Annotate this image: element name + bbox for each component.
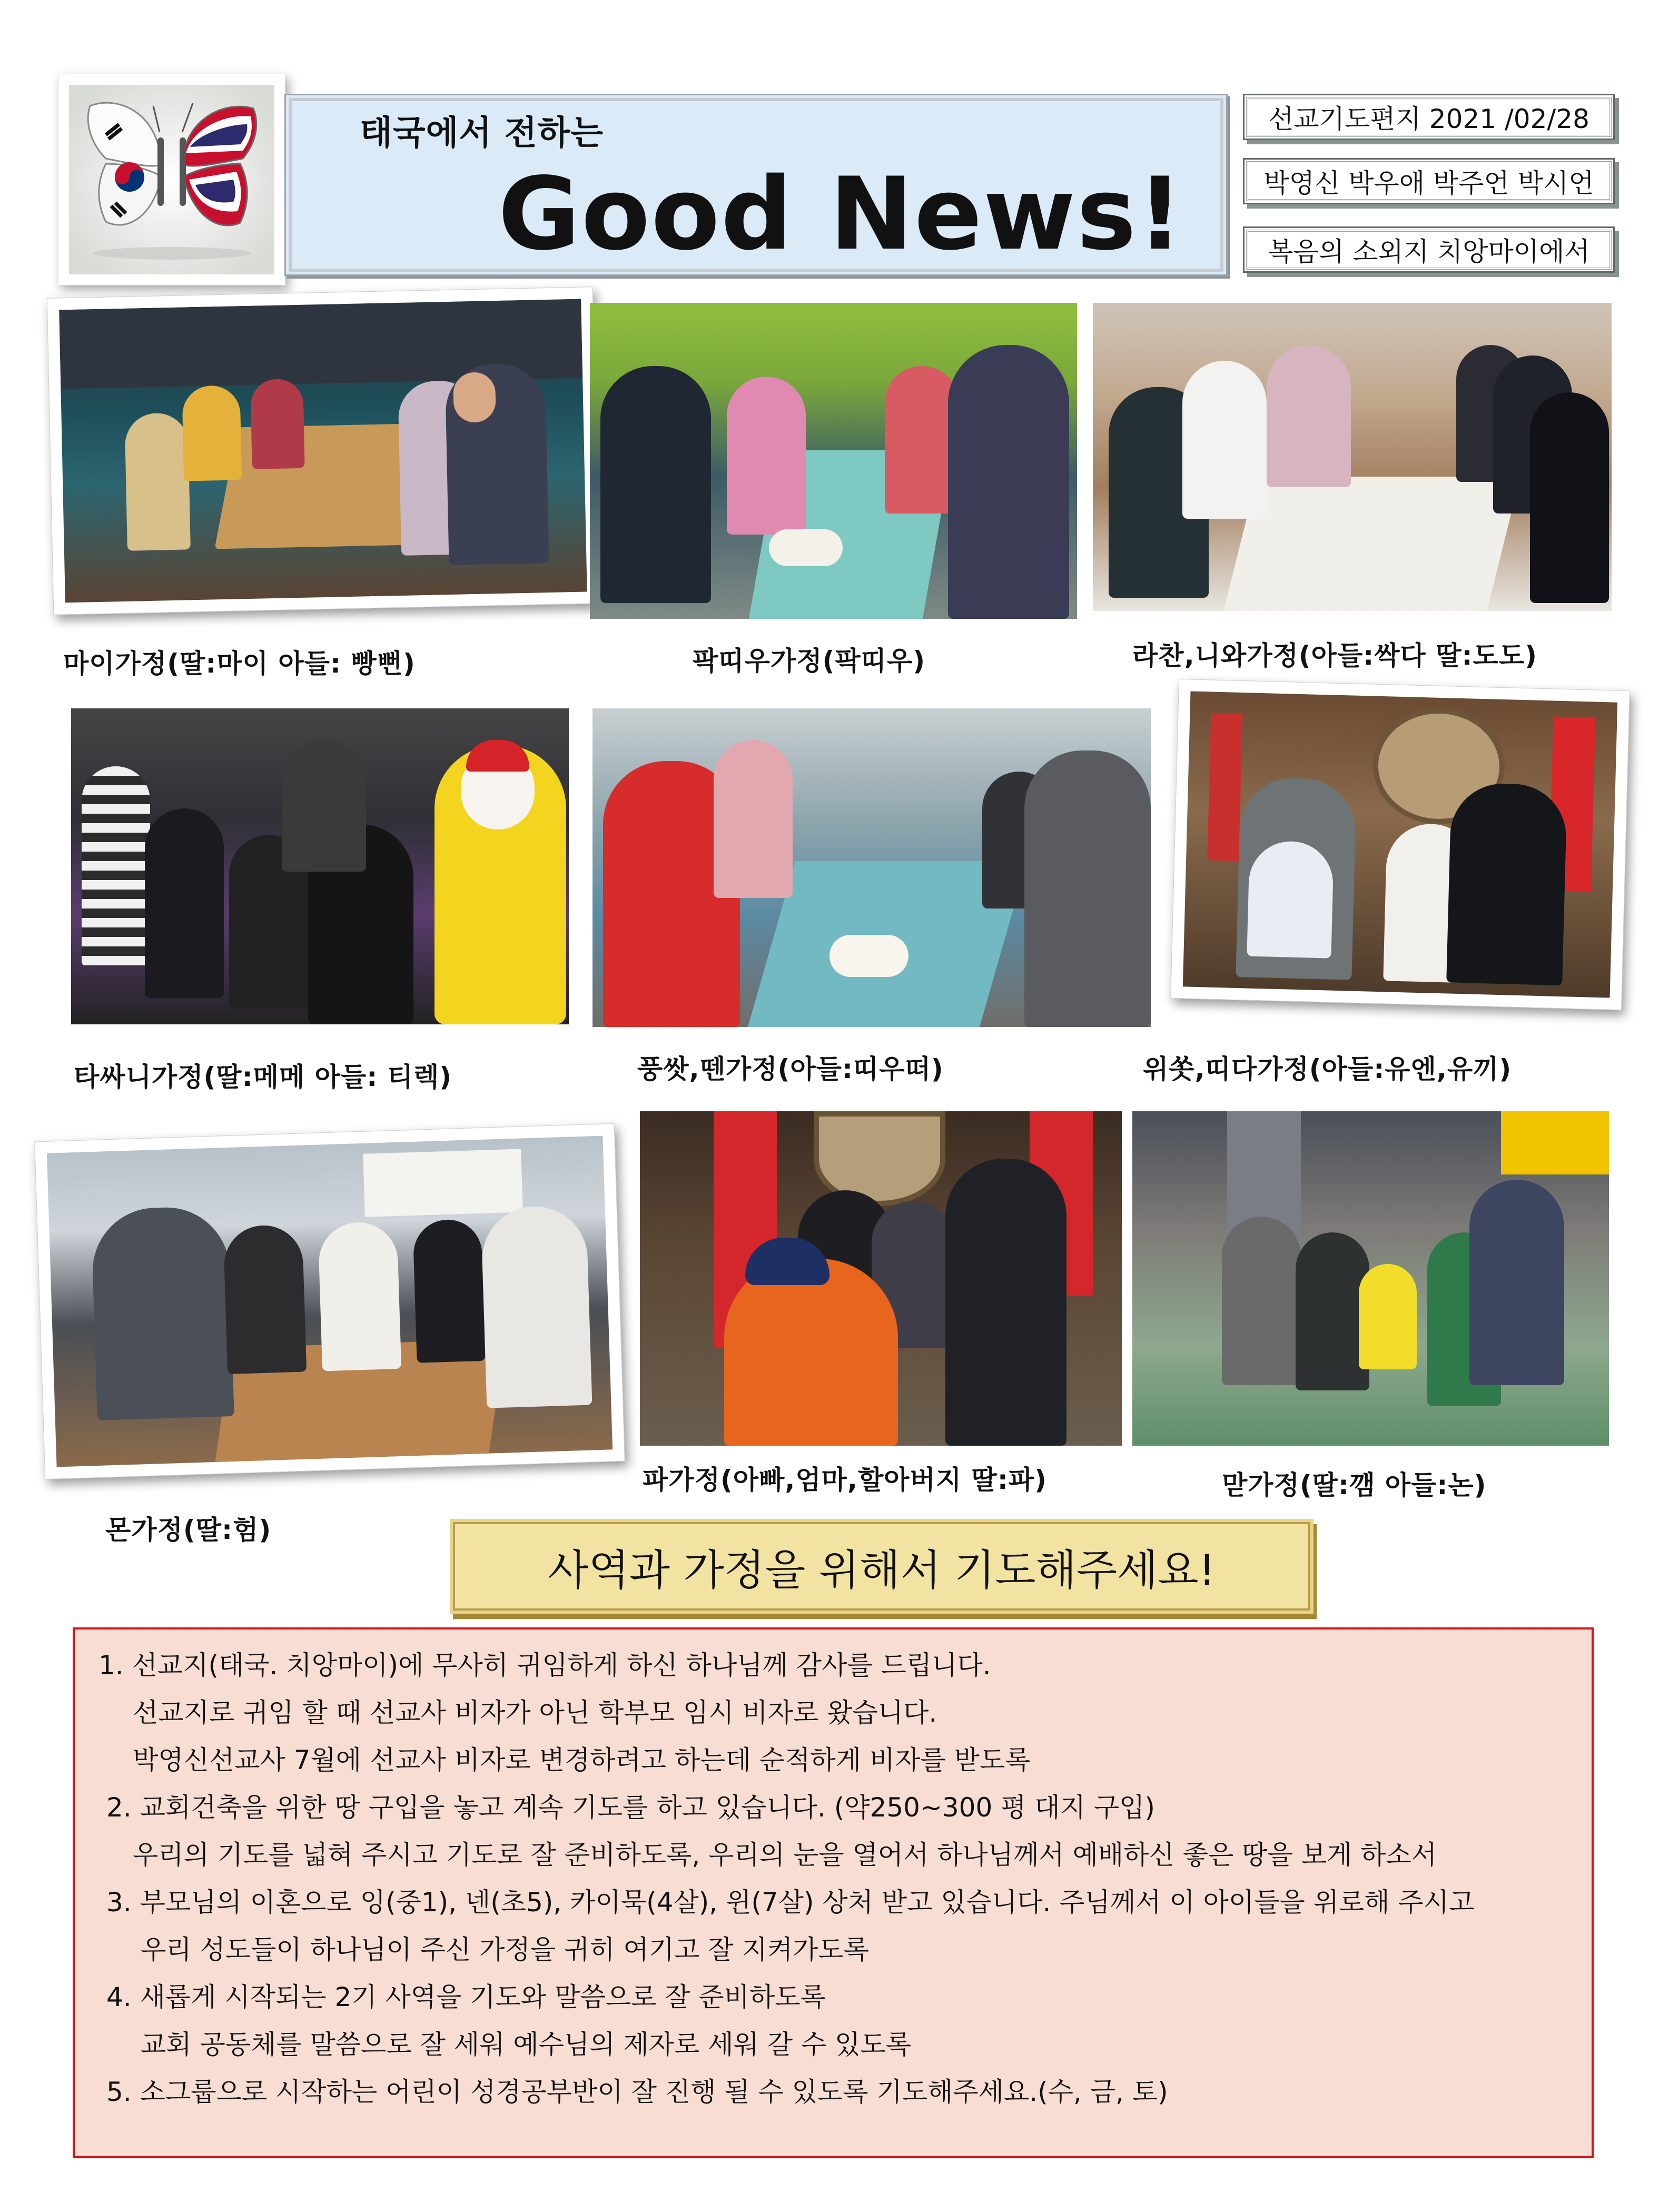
caption-mai-family: 마이가정(딸:마이 아들: 빵뻔) [63,648,416,679]
photo-tasani-family [71,708,569,1024]
prayer-list-box [73,1627,1594,2158]
letter-date-box [1243,94,1615,140]
photo-pungsat-family [592,708,1151,1027]
photo-rachan-family [1093,303,1612,611]
butterfly-logo-icon [69,85,274,274]
prayer-item-1-line-2: 선교지로 귀임 할 때 선교사 비자가 아닌 학부모 임시 비자로 왔습니다. [133,1697,937,1728]
prayer-request-banner [453,1522,1310,1611]
caption-pungsat-family: 풍쌋,뗀가정(아들:띠우떠) [637,1054,944,1084]
caption-mon-family: 몬가정(딸:험) [105,1515,272,1545]
photo-mon-family [34,1123,625,1479]
caption-paktiu-family: 팍띠우가정(팍띠우) [693,646,926,676]
prayer-item-4: 4. 새롭게 시작되는 2기 사역을 기도와 말씀으로 잘 준비하도록 [106,1982,826,2012]
prayer-item-2-line-2: 우리의 기도를 넓혀 주시고 기도로 잘 준비하도록, 우리의 눈을 열어서 하나님께서 예배하신 좋은 땅을 보게 하소서 [133,1840,1437,1870]
banner-text: 사역과 가정을 위해서 기도해주세요! [548,1545,1216,1595]
photo-mai-family [47,287,599,615]
caption-tasani-family: 타싸니가정(딸:메메 아들: 티렉) [74,1062,452,1092]
header-title: Good News! [498,156,1184,272]
caption-rachan-family: 라찬,니와가정(아들:싹다 딸:도도) [1132,640,1537,671]
prayer-item-2: 2. 교회건축을 위한 땅 구입을 놓고 계속 기도를 하고 있습니다. (약250~300 평 대지 구입) [106,1792,1155,1823]
butterfly-logo [69,85,274,274]
photo-pa-family [640,1111,1122,1446]
prayer-item-3-line-2: 우리 성도들이 하나님이 주신 가정을 귀히 여기고 잘 지켜가도록 [141,1934,869,1965]
family-names-box [1243,158,1615,204]
photo-wisot-family [1170,679,1630,1010]
prayer-item-4-line-2: 교회 공동체를 말씀으로 잘 세워 예수님의 제자로 세워 갈 수 있도록 [141,2029,912,2060]
prayer-item-3: 3. 부모님의 이혼으로 잉(중1), 넨(초5), 카이묵(4살), 윈(7살) 상처 받고 있습니다. 주님께서 이 아이들을 위로해 주시고 [106,1887,1475,1918]
header-subtitle: 태국에서 전하는 [360,114,604,153]
prayer-item-1-line-3: 박영신선교사 7월에 선교사 비자로 변경하려고 하는데 순적하게 비자를 받도록 [133,1745,1031,1775]
title-box [284,94,1228,276]
photo-paktiu-family [590,303,1077,619]
caption-pa-family: 파가정(아빠,엄마,할아버지 딸:파) [643,1465,1047,1495]
family-names: 박영신 박우애 박주언 박시언 [1263,168,1594,199]
caption-wisot-family: 위쏫,띠다가정(아들:유엔,유끼) [1143,1054,1512,1084]
prayer-item-1: 1. 선교지(태국. 치앙마이)에 무사히 귀임하게 하신 하나님께 감사를 드립니다. [98,1650,991,1681]
location-box [1243,226,1615,273]
photo-mat-family [1132,1111,1609,1446]
logo-frame [58,74,285,285]
letter-date: 선교기도편지 2021 /02/28 [1268,104,1589,134]
location: 복음의 소외지 치앙마이에서 [1268,236,1590,267]
prayer-item-5: 5. 소그룹으로 시작하는 어린이 성경공부반이 잘 진행 될 수 있도록 기도해주세요.(수, 금, 토) [106,2077,1168,2107]
caption-mat-family: 맏가정(딸:깸 아들:논) [1222,1470,1487,1500]
